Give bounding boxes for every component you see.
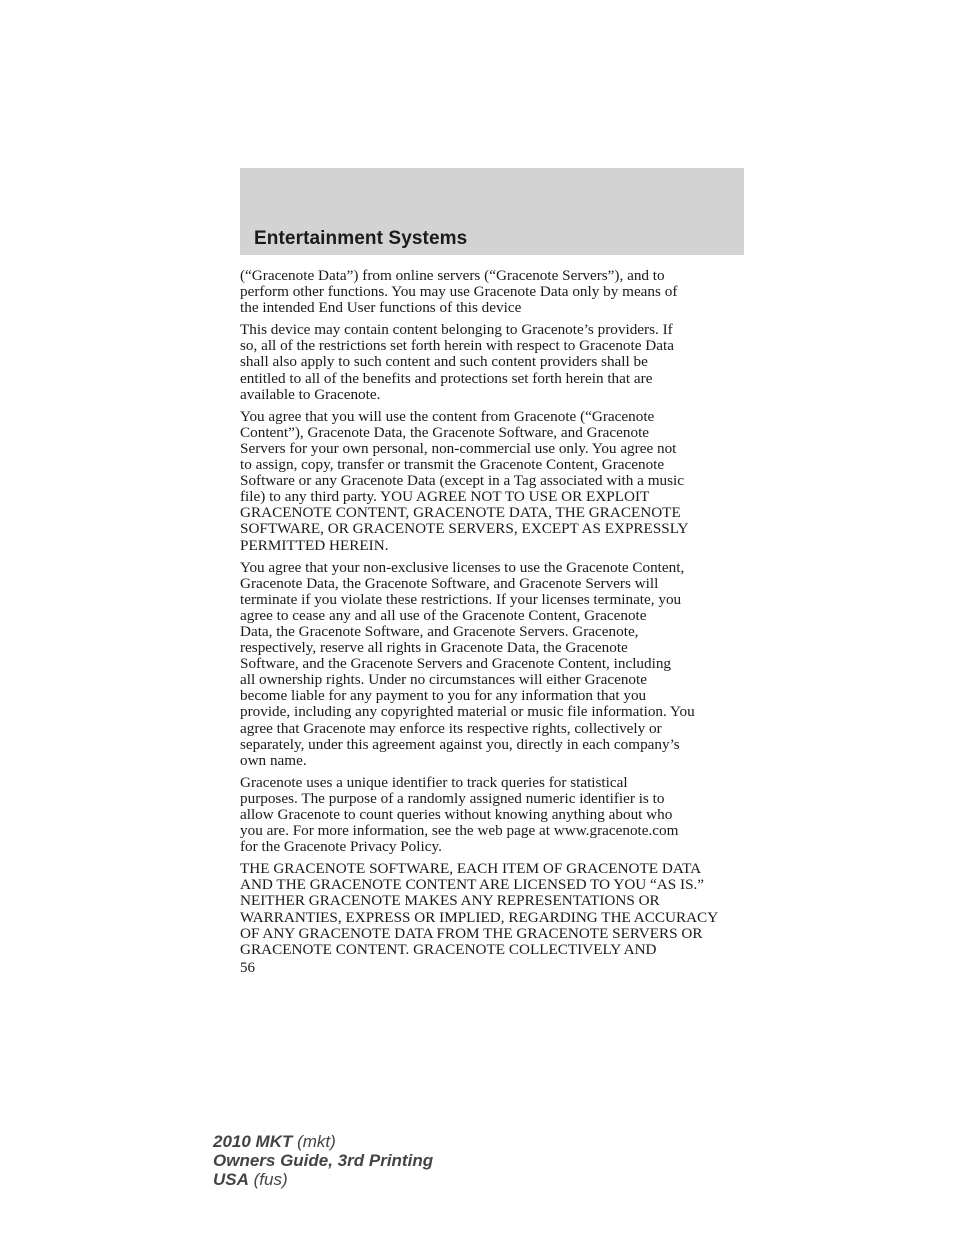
paragraph: This device may contain content belonging to Gracenote’s providers. If so, all of the restrictions set forth herein with respect to Gracenote Data shall also apply to such content and such content providers shall be entitled to all of the benefits and protections set forth herein that are available to Gracenote. [240, 321, 674, 403]
footer [213, 1132, 433, 1189]
paragraph: Gracenote uses a unique identifier to track queries for statistical purposes. The purpose of a randomly assigned numeric identifier is to allow Gracenote to count queries without knowing anything about who you are. For more information, see the web page at www.gracenote.com for the Gracenote Privacy Policy. [240, 773, 679, 856]
footer-line-region [213, 1170, 433, 1189]
footer-line-edition: Owners Guide, 3rd Printing [213, 1151, 434, 1170]
paragraph: You agree that your non-exclusive licenses to use the Gracenote Content, Gracenote Data, the Gracenote Software, and Gracenote Servers will terminate if you violate these restrictions. If your licenses terminate, you agree to cease any and all use of the Gracenote Content, Gracenote Data, the Gracenote Software, and Gracenote Servers. Gracenote, respectively, reserve all rights in Gracenote Data, the Gracenote Software, and the Gracenote Servers and Gracenote Content, including all ownership rights. Under no circumstances will either Gracenote become liable for any payment to you for any information that you provide, including any copyrighted material or music file information. You agree that Gracenote may enforce its respective rights, collectively or separately, under this agreement against you, directly in each company’s own name. [240, 558, 695, 769]
section-header-band [240, 168, 744, 255]
footer-region-name: USA [213, 1170, 249, 1189]
page-number: 56 [240, 960, 255, 976]
footer-model-name: 2010 MKT [213, 1132, 293, 1151]
body-text [240, 268, 744, 964]
paragraph: (“Gracenote Data”) from online servers (“Gracenote Servers”), and to perform other functions. You may use Gracenote Data only by means of the intended End User functions of this device [240, 267, 678, 317]
paragraph: THE GRACENOTE SOFTWARE, EACH ITEM OF GRACENOTE DATA AND THE GRACENOTE CONTENT ARE LICENSED TO YOU “AS IS.” NEITHER GRACENOTE MAKES ANY REPRESENTATIONS OR WARRANTIES, EXPRESS OR IMPLIED, REGARDING THE ACCURACY OF ANY GRACENOTE DATA FROM THE GRACENOTE SERVERS OR GRACENOTE CONTENT. GRACENOTE COLLECTIVELY AND [240, 860, 719, 958]
footer-region-code: (fus) [248, 1170, 288, 1189]
footer-line-model [213, 1132, 433, 1151]
paragraph: You agree that you will use the content from Gracenote (“Gracenote Content”), Gracenote Data, the Gracenote Software, and Gracenote Servers for your own personal, non-commercial use only. You agree not to assign, copy, transfer or transmit the Gracenote Content, Gracenote Software or any Gracenote Data (except in a Tag associated with a music file) to any third party. YOU AGREE NOT TO USE OR EXPLOIT GRACENOTE CONTENT, GRACENOTE DATA, THE GRACENOTE SOFTWARE, OR GRACENOTE SERVERS, EXCEPT AS EXPRESSLY PERMITTED HEREIN. [240, 407, 689, 554]
section-title: Entertainment Systems [254, 228, 468, 249]
footer-model-code: (mkt) [292, 1132, 336, 1151]
